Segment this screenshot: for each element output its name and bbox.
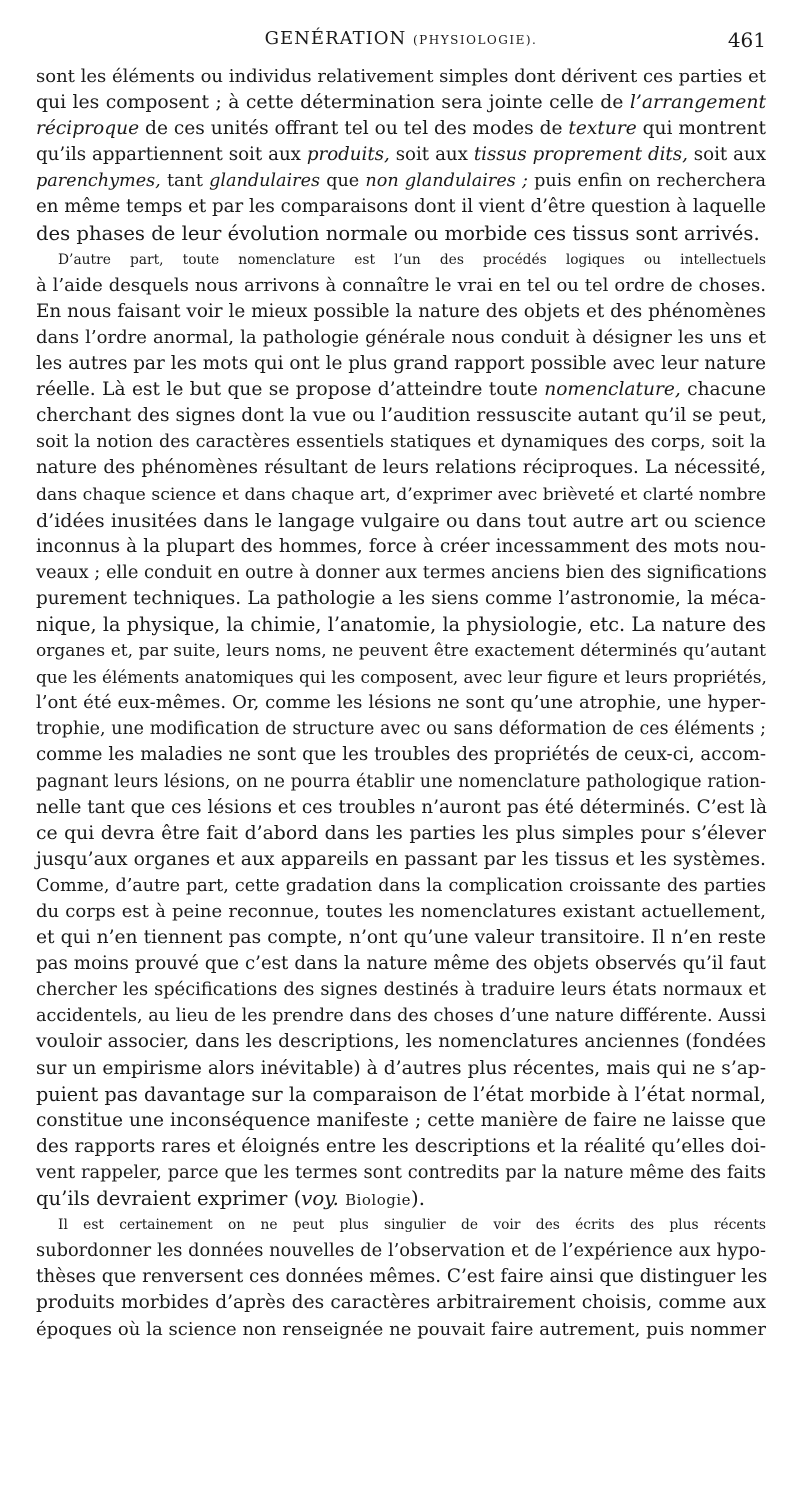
text-span: des rapports rares et éloignés entre les descriptions et la réalité qu’elles doi-	[36, 1135, 766, 1157]
text-span: produits morbides d’après des caractères arbitrairement choisis, comme aux	[36, 1292, 766, 1314]
text-span: pas moins prouvé que c’est dans la nature même des objets observés qu’il faut	[36, 953, 766, 975]
text-span: réelle. Là est le but que se propose d’atteindre toute	[36, 379, 545, 401]
text-line	[36, 951, 766, 977]
text-span: des phases de leur évolution normale ou morbide ces tissus sont arrivés.	[36, 221, 760, 245]
text-span: soit aux	[389, 144, 474, 166]
text-span: du corps est à peine reconnue, toutes les nomenclatures existant actuellement,	[36, 901, 766, 922]
italic-text: parenchymes,	[36, 171, 161, 192]
text-line	[36, 116, 766, 142]
text-line	[36, 299, 766, 325]
text-span: accidentels, au lieu de les prendre dans des choses d’une nature différente. Aussi	[36, 1006, 766, 1027]
text-span: que les éléments anatomiques qui les composent, avec leur figure et leurs propriétés,	[36, 667, 767, 688]
text-span: dans chaque science et dans chaque art, d’exprimer avec brièveté et clarté nombre	[36, 484, 766, 505]
text-line	[36, 142, 766, 168]
text-span: Il est certainement on ne peut plus singulier de voir des écrits des plus récents	[58, 1217, 766, 1234]
italic-text: l’arrangement	[629, 92, 766, 114]
running-title	[36, 28, 766, 49]
text-span: qui montrent	[636, 118, 766, 140]
text-span: purement techniques. La pathologie a les siens comme l’astronomie, la méca-	[36, 587, 766, 609]
text-span: ).	[411, 1187, 425, 1211]
text-line	[36, 482, 766, 508]
text-span: à l’aide desquels nous arrivons à connaître le vrai en tel ou tel ordre de choses.	[36, 274, 766, 296]
text-line	[36, 194, 766, 220]
text-span: dans l’ordre anormal, la pathologie générale nous conduit à désigner les uns et	[36, 326, 766, 348]
text-line	[36, 377, 766, 403]
text-line	[36, 1264, 766, 1290]
text-line	[36, 586, 766, 612]
text-line	[36, 1082, 766, 1108]
text-line	[36, 1056, 766, 1082]
text-line	[36, 247, 766, 273]
text-line	[36, 455, 766, 481]
text-span: qui les composent ; à cette détermination sera jointe celle de	[36, 92, 630, 114]
text-line	[36, 351, 766, 377]
text-line	[36, 1029, 766, 1055]
text-line	[36, 638, 766, 664]
text-span: soit aux	[687, 144, 766, 166]
running-title-main: GENÉRATION	[264, 28, 407, 49]
text-line	[36, 664, 766, 690]
text-span: d’idées inusitées dans le langage vulgaire ou dans tout autre art ou science	[36, 509, 766, 532]
text-line	[36, 795, 766, 821]
page-number: 461	[727, 28, 766, 52]
text-line	[36, 429, 766, 455]
text-span: comme les maladies ne sont que les troubles des propriétés de ceux-ci, accom-	[36, 744, 766, 766]
text-span: et qui n’en tiennent pas compte, n’ont qu’une valeur transitoire. Il n’en reste	[36, 927, 766, 949]
text-span: les autres par les mots qui ont le plus grand rapport possible avec leur nature	[36, 353, 766, 375]
text-span: époques où la science non renseignée ne pouvait faire autrement, puis nommer	[36, 1318, 766, 1340]
italic-text: voy.	[301, 1187, 339, 1211]
text-span: puis enfin on recherchera	[527, 171, 766, 192]
text-span: qu’ils devraient exprimer (	[36, 1187, 302, 1211]
text-span: inconnus à la plupart des hommes, force à créer incessamment des mots nou-	[36, 535, 766, 557]
text-line	[36, 325, 766, 351]
text-span: pagnant leurs lésions, on ne pourra établir une nomenclature pathologique ration-	[36, 771, 766, 792]
italic-text: nomenclature,	[544, 379, 681, 401]
text-line	[36, 716, 766, 742]
text-span: subordonner les données nouvelles de l’observation et de l’expérience aux hypo-	[36, 1240, 766, 1262]
text-line	[36, 1317, 766, 1343]
text-line	[36, 847, 766, 873]
text-line	[36, 560, 766, 586]
text-line	[36, 899, 766, 925]
text-span: chacune	[680, 379, 766, 401]
text-span: ce qui devra être fait d’abord dans les parties les plus simples pour s’élever	[36, 822, 766, 844]
text-line	[36, 821, 766, 847]
text-span: organes et, par suite, leurs noms, ne peuvent être exactement déterminés qu’autant	[36, 641, 766, 662]
text-line	[36, 508, 766, 534]
text-span: En nous faisant voir le mieux possible la nature des objets et des phénomènes	[36, 300, 766, 322]
text-span: veaux ; elle conduit en outre à donner aux termes anciens bien des significations	[36, 561, 767, 583]
italic-text: produits,	[306, 144, 390, 166]
text-span: constitue une inconséquence manifeste ; cette manière de faire ne laisse que	[36, 1109, 766, 1131]
text-line	[36, 64, 766, 90]
body-text	[36, 64, 766, 1343]
text-line	[36, 769, 766, 795]
text-span: l’ont été eux-mêmes. Or, comme les lésions ne sont qu’une atrophie, une hyper-	[36, 692, 766, 714]
text-span: Comme, d’autre part, cette gradation dans la complication croissante des parties	[36, 875, 766, 896]
text-line	[36, 1290, 766, 1316]
italic-text: texture	[568, 118, 637, 140]
text-line	[36, 273, 766, 299]
text-span: sur un empirisme alors inévitable) à d’autres plus récentes, mais qui ne s’ap-	[36, 1057, 766, 1079]
text-line	[36, 403, 766, 429]
italic-text: réciproque	[36, 118, 140, 140]
text-span: cherchant des signes dont la vue ou l’audition ressuscite autant qu’il se peut,	[36, 405, 767, 427]
text-line	[36, 873, 766, 899]
text-line	[36, 221, 766, 247]
text-line	[36, 1212, 766, 1238]
text-span: chercher les spécifications des signes destinés à traduire leurs états normaux et	[36, 979, 766, 1001]
text-span: thèses que renversent ces données mêmes. C’est faire ainsi que distinguer les	[36, 1266, 768, 1288]
text-line	[36, 534, 766, 560]
text-span: de ces unités offrant tel ou tel des modes de	[139, 118, 569, 140]
text-line	[36, 612, 766, 638]
text-line	[36, 1238, 766, 1264]
text-span: nique, la physique, la chimie, l’anatomie, la physiologie, etc. La nature des	[36, 612, 766, 636]
text-span: que	[320, 171, 366, 192]
text-span: tant	[160, 171, 210, 192]
text-line	[36, 1186, 766, 1212]
text-span: D’autre part, toute nomenclature est l’un des procédés logiques ou intellectuels	[58, 251, 766, 268]
text-span: soit la notion des caractères essentiels statiques et dynamiques des corps, soit la	[36, 432, 766, 453]
text-span: vent rappeler, parce que les termes sont contredits par la nature même des faits	[36, 1161, 766, 1183]
text-line	[36, 977, 766, 1003]
text-span: puient pas davantage sur la comparaison de l’état morbide à l’état normal,	[36, 1082, 766, 1106]
text-line	[36, 925, 766, 951]
small-caps-text: Biologie	[345, 1191, 412, 1210]
italic-text: non glandulaires ;	[365, 171, 528, 192]
running-title-subtitle: (PHYSIOLOGIE).	[413, 33, 538, 47]
italic-text: glandulaires	[209, 171, 321, 192]
text-span: nelle tant que ces lésions et ces troubles n’auront pas été déterminés. C’est là	[36, 796, 767, 818]
text-span: trophie, une modification de structure avec ou sans déformation de ces éléments ;	[36, 719, 766, 740]
text-span: jusqu’aux organes et aux appareils en passant par les tissus et les systèmes.	[36, 848, 766, 870]
text-line	[36, 1160, 766, 1186]
text-line	[36, 690, 766, 716]
text-line	[36, 1108, 766, 1134]
text-line	[36, 168, 766, 194]
text-line	[36, 742, 766, 768]
text-span: vouloir associer, dans les descriptions, les nomenclatures anciennes (fondées	[36, 1031, 766, 1053]
text-line	[36, 1003, 766, 1029]
text-line	[36, 90, 766, 116]
italic-text: tissus proprement dits,	[473, 144, 688, 166]
text-span: qu’ils appartiennent soit aux	[36, 144, 307, 166]
text-span: nature des phénomènes résultant de leurs relations réciproques. La nécessité,	[36, 457, 766, 479]
running-head	[36, 28, 766, 58]
text-span: en même temps et par les comparaisons dont il vient d’être question à laquelle	[36, 196, 767, 218]
text-span: sont les éléments ou individus relativement simples dont dérivent ces parties et	[36, 66, 766, 87]
text-line	[36, 1134, 766, 1160]
